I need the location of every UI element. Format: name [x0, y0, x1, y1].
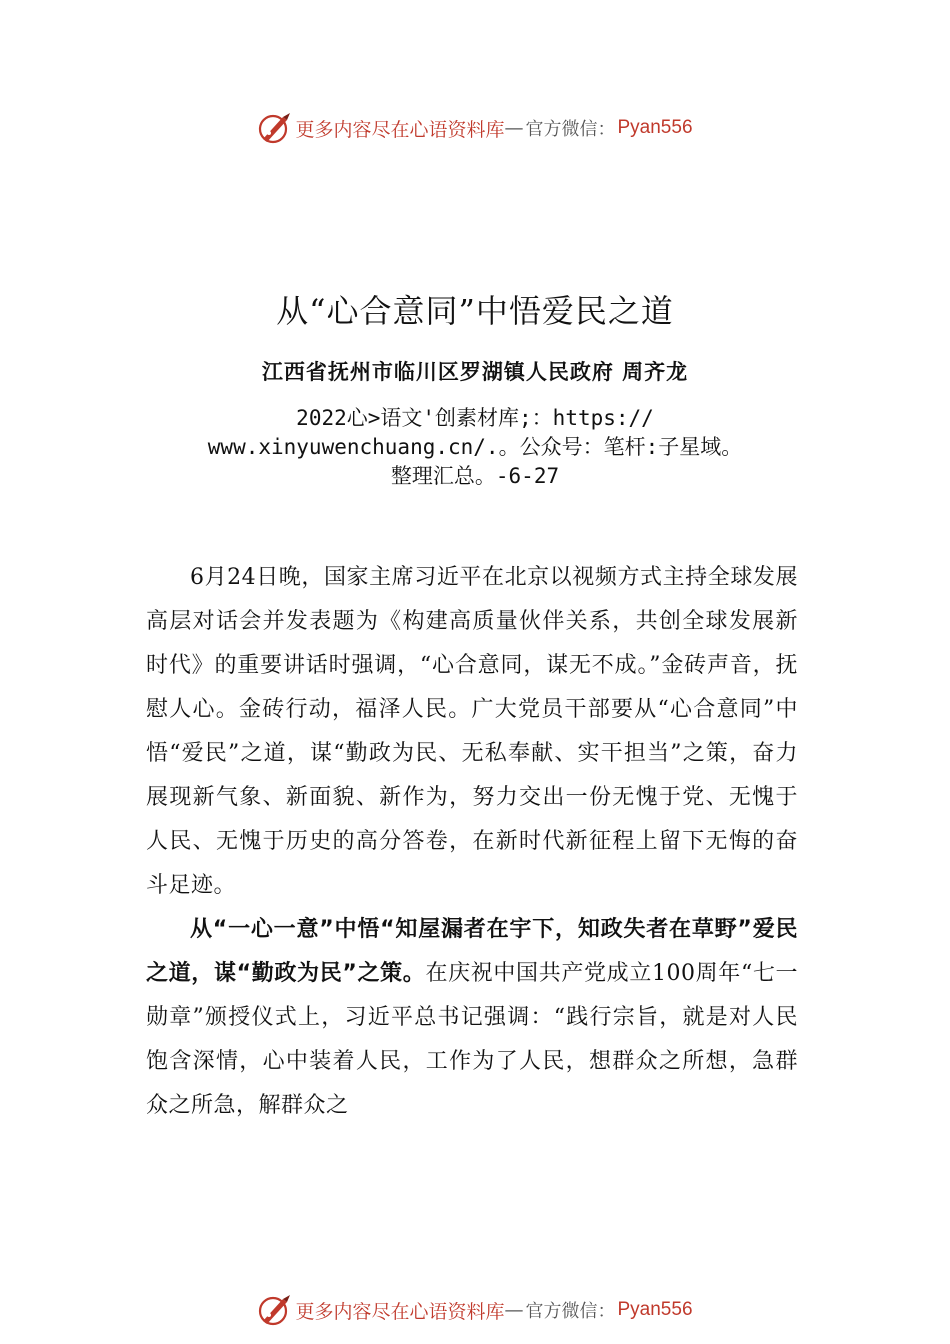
paragraph-2 — [146, 908, 798, 1128]
paragraph-1: 6月24日晚，国家主席习近平在北京以视频方式主持全球发展高层对话会并发表题为《构建高质量伙伴关系，共创全球发展新时代》的重要讲话时强调，“心合意同，谋无不成。”金砖声音，抚慰人心。金砖行动，福泽人民。广大党员干部要从“心合意同”中悟“爱民”之道，谋“勤政为民、无私奉献、实干担当”之策，奋力展现新气象、新面貌、新作为，努力交出一份无愧于党、无愧于人民、无愧于历史的高分答卷，在新时代新征程上留下无悔的奋斗足迹。 — [146, 565, 798, 898]
banner-text: 更多内容尽在心语资料库 — [295, 1300, 505, 1323]
document-author: 江西省抚州市临川区罗湖镇人民政府 周齐龙 — [261, 359, 689, 384]
meta-line: 2022心>语文'创素材库;：https:// — [296, 406, 654, 430]
banner-wechat-id: Pyan556 — [617, 1299, 693, 1320]
header-banner — [0, 110, 950, 146]
paragraph-2-heading: 从“一心一意”中悟“知屋漏者在宇下，知政失者在草野”爱民之道，谋“勤政为民”之策。 — [146, 917, 798, 986]
meta-line: 整理汇总。-6-27 — [390, 464, 560, 488]
fountain-pen-logo-icon — [257, 1293, 293, 1327]
fountain-pen-logo-icon — [257, 111, 293, 145]
footer-banner — [0, 1292, 950, 1328]
meta-line: www.xinyuwenchuang.cn/.。公众号：笔杆:子星域。 — [207, 435, 743, 459]
banner-wechat-id: Pyan556 — [617, 117, 693, 138]
banner-text: 更多内容尽在心语资料库 — [295, 118, 505, 141]
banner-wechat-label: 官方微信： — [525, 119, 616, 140]
banner-wechat-label: 官方微信： — [525, 1301, 616, 1322]
banner-separator: — — [504, 1299, 524, 1321]
document-title: 从“心合意同”中悟爱民之道 — [276, 292, 674, 330]
document-body — [146, 556, 798, 1128]
paragraph-2-text: 在庆祝中国共产党成立100周年“七一勋章”颁授仪式上，习近平总书记强调：“践行宗旨，就是对人民饱含深情，心中装着人民，工作为了人民，想群众之所想，急群众之所急，解群众之 — [146, 961, 798, 1118]
banner-separator: — — [504, 117, 524, 139]
document-meta — [150, 404, 800, 491]
